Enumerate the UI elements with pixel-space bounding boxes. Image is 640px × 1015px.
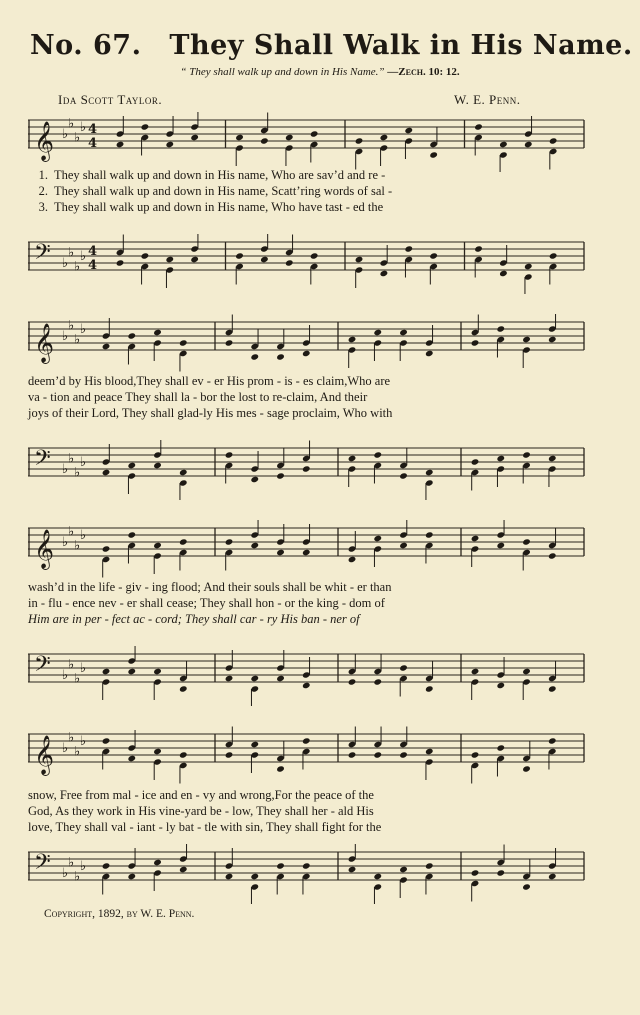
note-head [116,141,125,148]
treble-staff-1 [28,112,588,172]
note-head [153,542,162,549]
flat-icon: ♭ [68,524,75,540]
note-head [127,332,136,339]
flat-icon: ♭ [80,528,87,543]
treble-staff-3 [28,520,588,580]
note-head [276,353,285,360]
lyric-line [28,374,588,390]
note-head [499,141,508,148]
note-head [348,455,357,462]
lyric-line [28,612,588,628]
note-head [179,538,188,545]
note-head [496,869,505,876]
hymn-heading [30,30,633,61]
copyright-notice: Copyright, 1892, by W. E. Penn. [44,908,195,920]
note-head [190,134,199,141]
note-head [522,538,531,545]
note-head [548,737,557,744]
note-head [373,329,382,336]
bass-clef-icon: 𝄢 [34,850,51,880]
note-head [102,469,111,476]
lyric-line [28,406,588,422]
lyric-text: Him are in per - fect ac - cord; They shall car - ry His ban - ner of [28,612,360,626]
note-head [348,336,357,343]
flat-icon: ♭ [74,538,81,554]
bass-clef-icon: 𝄢 [34,652,51,682]
note-head [524,263,533,270]
note-head [260,137,269,144]
note-head [179,866,188,873]
flat-icon: ♭ [62,127,69,142]
flat-icon: ♭ [62,741,69,756]
bass-staff-2 [28,440,588,500]
verse-number: 3. [38,200,48,214]
flat-icon: ♭ [74,332,81,348]
note-head [548,552,557,559]
note-head [496,542,505,549]
flat-icon: ♭ [80,734,87,749]
note-head [348,866,357,873]
note-head [302,862,311,869]
note-head [522,451,531,458]
note-head [425,748,434,755]
note-head [548,455,557,462]
treble-staff-4 [28,726,588,786]
note-head [165,256,174,263]
flat-icon: ♭ [80,661,87,676]
note-head [116,259,125,266]
note-head [348,678,357,685]
note-head [225,873,234,880]
note-head [549,252,558,259]
note-head [127,873,136,880]
note-head [141,252,150,259]
note-head [179,751,188,758]
note-head [225,675,234,682]
lyric-text: deem’d by His blood,They shall ev - er His prom - is - es claim,Who are [28,374,391,388]
note-head [399,664,408,671]
time-signature-top: 4 [88,244,98,259]
note-head [276,675,285,682]
note-head [524,141,533,148]
note-head [399,866,408,873]
bass-staff-4 [28,844,588,904]
lyric-line [28,580,588,596]
note-head [380,134,389,141]
lyric-text: They shall walk up and down in His name, Who are sav’d and re - [54,168,386,182]
note-head [496,455,505,462]
note-head [225,339,234,346]
note-head [127,531,136,538]
flat-icon: ♭ [74,869,81,885]
verse-number: 1. [38,168,48,182]
note-head [276,862,285,869]
note-head [102,545,111,552]
lyric-line [28,390,588,406]
flat-icon: ♭ [80,120,87,135]
note-head [302,465,311,472]
flat-icon: ♭ [68,855,75,871]
note-head [355,256,364,263]
lyric-text: va - tion and peace They shall la - bor the lost to re-claim, And their [28,390,368,404]
lyric-text: snow, Free from mal - ice and en - vy and wrong,For the peace of the [28,788,374,802]
flat-icon: ♭ [68,116,75,132]
time-signature-top: 4 [88,122,98,137]
flat-icon: ♭ [74,259,81,275]
note-head [471,535,480,542]
note-head [373,678,382,685]
note-head [499,270,508,277]
note-head [496,325,505,332]
note-head [250,542,259,549]
note-head [425,350,434,357]
note-head [522,883,531,890]
note-head [399,329,408,336]
epigraph [0,66,640,78]
bass-clef-icon: 𝄢 [34,240,51,270]
note-head [522,668,531,675]
lyrics-block-3 [28,580,588,628]
flat-icon: ♭ [74,744,81,760]
treble-clef-icon: 𝄞 [34,735,55,775]
note-head [250,741,259,748]
treble-clef-icon: 𝄞 [34,529,55,569]
composer-credit: W. E. Penn. [454,92,521,107]
note-head [179,339,188,346]
note-head [471,869,480,876]
note-head [190,256,199,263]
note-head [471,339,480,346]
note-head [429,151,438,158]
flat-icon: ♭ [68,451,75,467]
note-head [179,469,188,476]
note-head [302,549,311,556]
note-head [276,765,285,772]
flat-icon: ♭ [74,130,81,146]
note-head [425,862,434,869]
lyric-line [28,184,588,200]
note-head [127,462,136,469]
time-signature-bottom: 4 [88,258,98,273]
flat-icon: ♭ [80,455,87,470]
note-head [225,451,234,458]
note-head [153,859,162,866]
note-head [348,556,357,563]
note-head [471,668,480,675]
lyrics-block-1 [28,168,588,216]
lyric-line [28,200,588,216]
note-head [496,682,505,689]
note-head [355,137,364,144]
note-head [250,353,259,360]
note-head [141,123,150,130]
flat-icon: ♭ [68,245,75,261]
lyric-text: joys of their Lord, They shall glad-ly His mes - sage proclaim, Who with [28,406,393,420]
note-head [548,336,557,343]
lyric-line [28,168,588,184]
note-head [225,751,234,758]
note-head [153,462,162,469]
flat-icon: ♭ [74,671,81,687]
note-head [250,873,259,880]
note-head [380,270,389,277]
note-head [474,123,483,130]
note-head [235,252,244,259]
note-head [102,668,111,675]
hymn-title: They Shall Walk in His Name. [169,30,633,61]
flat-icon: ♭ [62,329,69,344]
treble-clef-icon: 𝄞 [34,323,55,363]
note-head [425,469,434,476]
note-head [522,765,531,772]
note-head [373,751,382,758]
note-head [471,458,480,465]
note-head [522,336,531,343]
note-head [302,682,311,689]
note-head [235,134,244,141]
epigraph-text: “ They shall walk up and down in His Name.” [180,66,385,78]
flat-icon: ♭ [80,249,87,264]
note-head [471,751,480,758]
lyric-text: They shall walk up and down in His name, Who have tast - ed the [54,200,384,214]
note-head [496,744,505,751]
lyrics-block-4 [28,788,588,836]
note-head [127,755,136,762]
note-head [285,134,294,141]
flat-icon: ♭ [62,668,69,683]
note-head [102,862,111,869]
note-head [285,259,294,266]
note-head [399,542,408,549]
flat-icon: ♭ [62,256,69,271]
bass-staff-3 [28,646,588,706]
note-head [373,873,382,880]
flat-icon: ♭ [74,465,81,481]
flat-icon: ♭ [62,535,69,550]
verse-number: 2. [38,184,48,198]
note-head [179,685,188,692]
lyrics-block-2 [28,374,588,422]
note-head [276,472,285,479]
flat-icon: ♭ [80,322,87,337]
treble-clef-icon: 𝄞 [34,121,55,161]
treble-staff-2 [28,314,588,374]
flat-icon: ♭ [62,866,69,881]
lyric-text: wash’d in the life - giv - ing flood; And their souls shall be whit - er than [28,580,392,594]
note-head [153,748,162,755]
note-head [425,531,434,538]
note-head [425,685,434,692]
lyric-text: love, They shall val - iant - ly bat - tle with sin, They shall fight for the [28,820,382,834]
note-head [549,137,558,144]
bass-clef-icon: 𝄢 [34,446,51,476]
note-head [225,538,234,545]
bass-staff-1 [28,234,588,294]
lyric-line [28,820,588,836]
note-head [153,668,162,675]
flat-icon: ♭ [80,859,87,874]
note-head [165,141,174,148]
flat-icon: ♭ [68,730,75,746]
note-head [310,130,319,137]
note-head [260,256,269,263]
lyric-line [28,596,588,612]
note-head [429,252,438,259]
note-head [302,350,311,357]
note-head [474,245,483,252]
time-signature-bottom: 4 [88,136,98,151]
note-head [153,329,162,336]
flat-icon: ♭ [68,318,75,334]
note-head [373,535,382,542]
flat-icon: ♭ [68,657,75,673]
note-head [102,737,111,744]
note-head [127,668,136,675]
note-head [399,472,408,479]
lyric-text: God, As they work in His vine-yard be - low, They shall her - ald His [28,804,374,818]
epigraph-reference: —Zech. 10: 12. [387,66,460,78]
note-head [310,252,319,259]
note-head [548,685,557,692]
note-head [250,675,259,682]
note-head [276,549,285,556]
author-credit: Ida Scott Taylor. [58,92,163,107]
note-head [373,451,382,458]
note-head [548,873,557,880]
note-head [404,245,413,252]
lyric-line [28,804,588,820]
lyric-line [28,788,588,804]
note-head [302,737,311,744]
lyric-text: They shall walk up and down in His name, Scatt’ring words of sal - [54,184,393,198]
note-head [404,127,413,134]
hymn-number: No. 67. [30,30,142,61]
note-head [348,751,357,758]
flat-icon: ♭ [62,462,69,477]
note-head [250,476,259,483]
note-head [399,751,408,758]
lyric-text: in - flu - ence nev - er shall cease; They shall hon - or the king - dom of [28,596,385,610]
note-head [102,343,111,350]
